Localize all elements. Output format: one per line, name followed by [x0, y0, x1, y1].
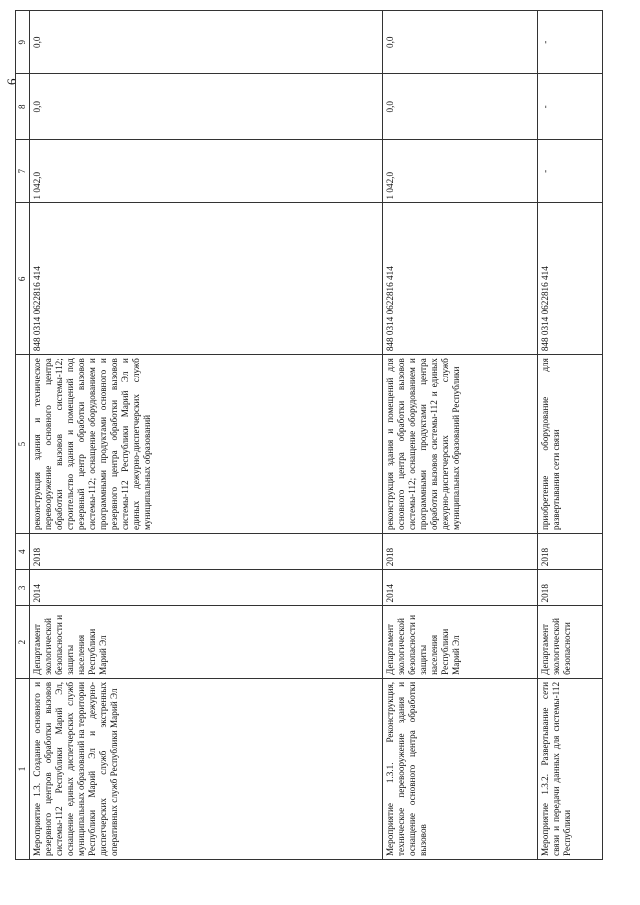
- start-year-cell: 2014: [383, 570, 538, 606]
- table-row: [30, 11, 383, 860]
- description-cell: приобретение оборудование для развертывания сети связи: [538, 355, 603, 534]
- budget-code-cell: 848 0314 0622816 414: [383, 203, 538, 355]
- value-cell: 1 042,0: [383, 140, 538, 203]
- header-cell: 5: [16, 355, 30, 534]
- start-year-cell: 2014: [30, 570, 383, 606]
- header-cell: 4: [16, 534, 30, 570]
- end-year-cell: 2018: [30, 534, 383, 570]
- value-cell: 0,0: [383, 74, 538, 140]
- page-number: 6: [4, 78, 19, 85]
- start-year-cell: 2018: [538, 570, 603, 606]
- table-header-row: [16, 11, 30, 860]
- executor-cell: Департамент экологической безопасности и защиты населения Республики Марий Эл: [383, 606, 538, 678]
- header-cell: 1: [16, 678, 30, 859]
- measure-name-cell: Мероприятие 1.3.1. Реконструкция, техническое перевооружение здания и оснащение основного центра обработки вызовов: [383, 678, 538, 859]
- measure-name-cell: Мероприятие 1.3.2. Развертывание сети связи и передачи данных для системы-112 Республики: [538, 678, 603, 859]
- table-row: [383, 11, 538, 860]
- value-cell: 0,0: [30, 11, 383, 74]
- value-cell: 0,0: [383, 11, 538, 74]
- value-cell: 1 042,0: [30, 140, 383, 203]
- executor-cell: Департамент экологической безопасности и защиты населения Республики Марий Эл: [30, 606, 383, 678]
- executor-cell: Департамент экологической безопасности: [538, 606, 603, 678]
- header-cell: 9: [16, 11, 30, 74]
- value-cell: -: [538, 74, 603, 140]
- table-row: [538, 11, 603, 860]
- end-year-cell: 2018: [383, 534, 538, 570]
- header-cell: 6: [16, 203, 30, 355]
- end-year-cell: 2018: [538, 534, 603, 570]
- description-cell: реконструкция здания и помещений для основного центра обработки вызовов системы-112; оснащение оборудованием и программными продуктами центра обработки вызовов системы-112 и единых дежурно-диспетчерских служб муниципальных образований Республики: [383, 355, 538, 534]
- budget-code-cell: 848 0314 0622816 414: [538, 203, 603, 355]
- header-cell: 2: [16, 606, 30, 678]
- program-table: [15, 10, 603, 860]
- budget-code-cell: 848 0314 0622816 414: [30, 203, 383, 355]
- value-cell: 0,0: [30, 74, 383, 140]
- value-cell: -: [538, 11, 603, 74]
- header-cell: 7: [16, 140, 30, 203]
- measure-name-cell: Мероприятие 1.3. Создание основного и резервного центров обработки вызовов системы-112 Республики Марий Эл, оснащение единых диспетчерских служб муниципальных образований на территории Республики Марий Эл и дежурно-диспетчерских служб экстренных оперативных служб Республики Марий Эл: [30, 678, 383, 859]
- description-cell: реконструкция здания и техническое перевооружение основного центра обработки вызовов системы-112; строительство здания и помещений под резервный центр обработки вызовов системы-112; оснащение оборудованием и программными продуктами основного и резервного центра обработки вызовов системы-112 Республики Марий Эл и единых дежурно-диспетчерских служб муниципальных образований: [30, 355, 383, 534]
- header-cell: 3: [16, 570, 30, 606]
- value-cell: -: [538, 140, 603, 203]
- header-cell: 8: [16, 74, 30, 140]
